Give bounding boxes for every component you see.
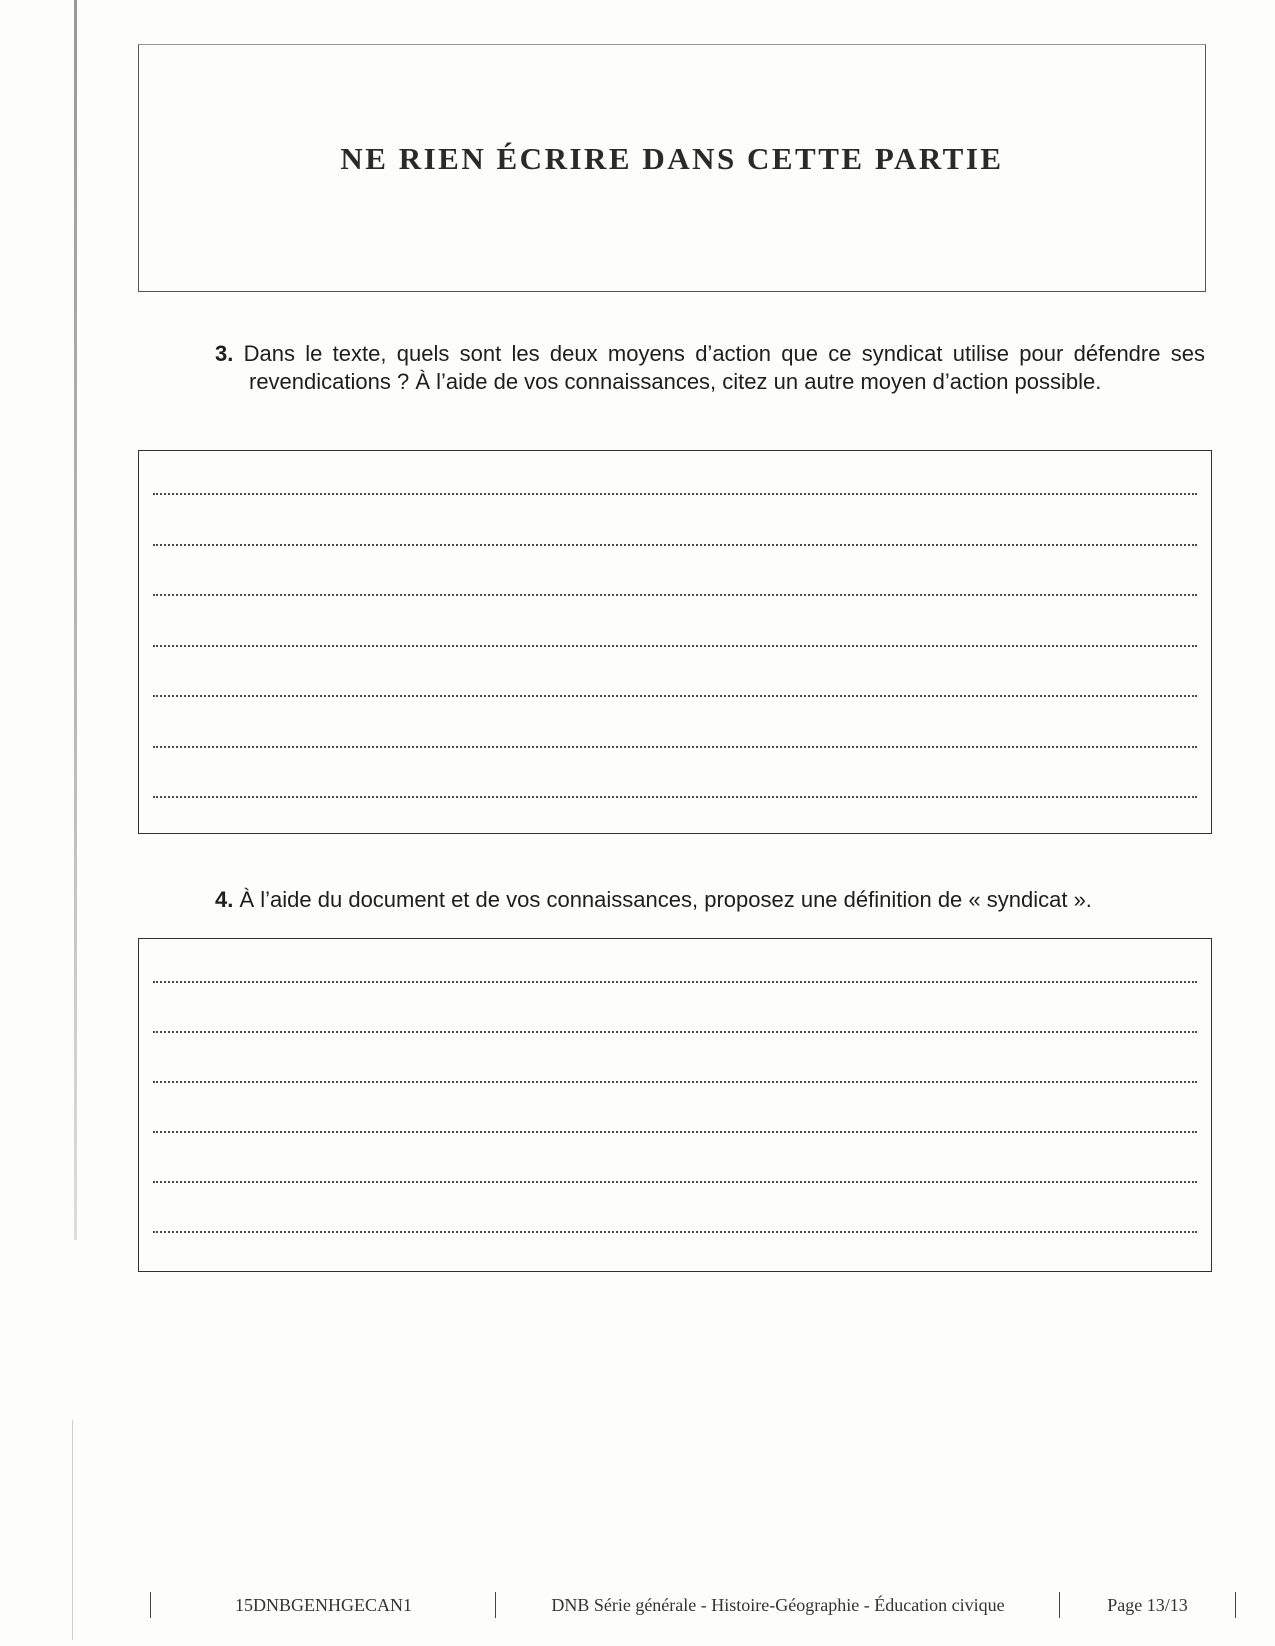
footer-exam-title: DNB Série générale - Histoire-Géographie - Éducation civique <box>495 1592 1060 1618</box>
question-4-text: À l’aide du document et de vos connaissances, proposez une définition de « syndicat ». <box>239 887 1092 912</box>
question-3-number: 3. <box>215 341 234 366</box>
answer-line[interactable] <box>153 1081 1197 1083</box>
answer-line[interactable] <box>153 981 1197 983</box>
answer-line[interactable] <box>153 695 1197 697</box>
page-footer <box>150 1592 1236 1618</box>
answer-line[interactable] <box>153 1231 1197 1233</box>
answer-line[interactable] <box>153 746 1197 748</box>
footer-code: 15DNBGENHGECAN1 <box>150 1592 496 1618</box>
answer-line[interactable] <box>153 594 1197 596</box>
no-write-box <box>138 44 1206 292</box>
scan-edge <box>74 0 77 1240</box>
scan-edge-lower <box>72 1420 73 1640</box>
question-3-text: Dans le texte, quels sont les deux moyens d’action que ce syndicat utilise pour défendre ses revendications ? À l’aide de vos connaissances, citez un autre moyen d’action possible. <box>243 341 1205 394</box>
answer-line[interactable] <box>153 1131 1197 1133</box>
answer-line[interactable] <box>153 645 1197 647</box>
answer-box-q4[interactable] <box>138 938 1212 1272</box>
answer-line[interactable] <box>153 1181 1197 1183</box>
answer-line[interactable] <box>153 493 1197 495</box>
question-4-number: 4. <box>215 887 234 912</box>
question-4 <box>215 886 1205 914</box>
question-3 <box>215 340 1205 396</box>
no-write-banner: NE RIEN ÉCRIRE DANS CETTE PARTIE <box>340 141 1004 176</box>
footer-page-number: Page 13/13 <box>1059 1592 1236 1618</box>
answer-line[interactable] <box>153 1031 1197 1033</box>
answer-line[interactable] <box>153 544 1197 546</box>
answer-box-q3[interactable] <box>138 450 1212 834</box>
answer-line[interactable] <box>153 796 1197 798</box>
question-3-body <box>215 340 1205 396</box>
